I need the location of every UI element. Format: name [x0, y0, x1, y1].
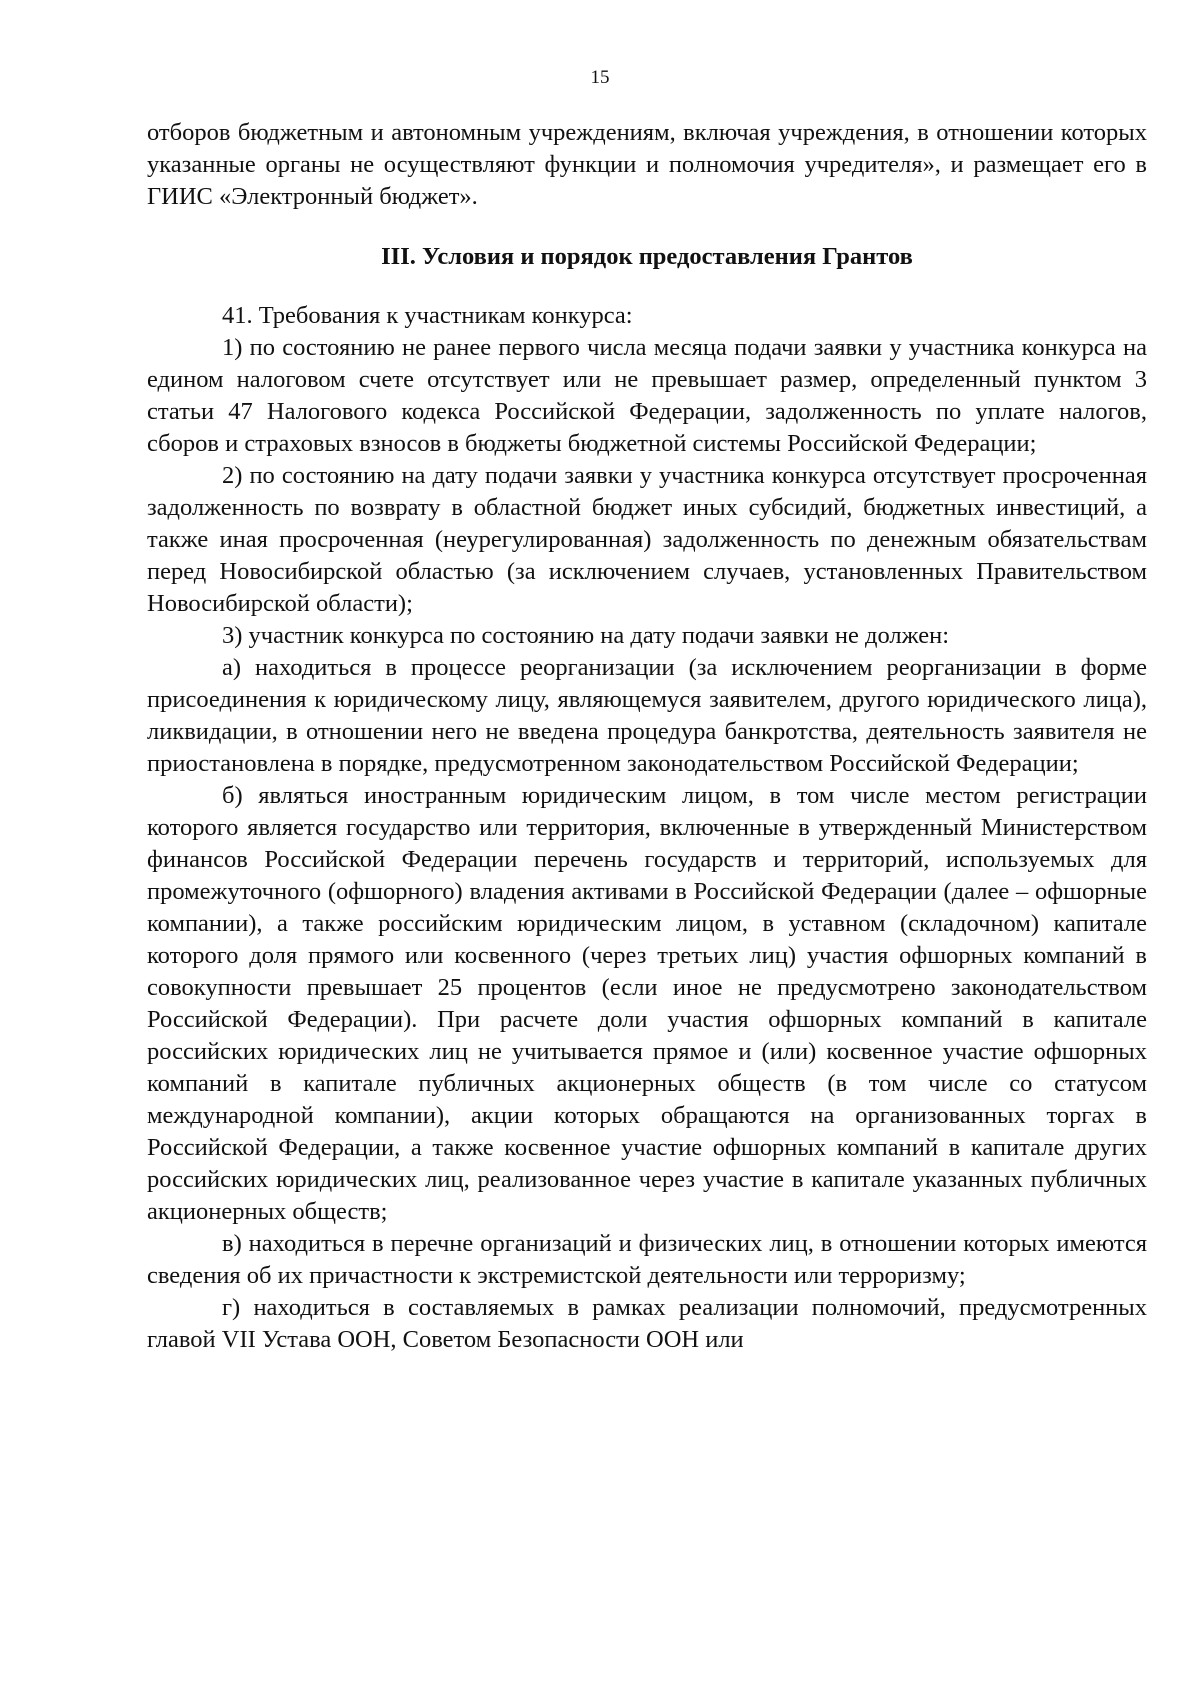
paragraph-41: 41. Требования к участникам конкурса:: [222, 302, 633, 329]
document-body: [147, 117, 1147, 1356]
lead-paragraph: отборов бюджетным и автономным учреждениям, включая учреждения, в отношении которых указанные органы не осуществляют функции и полномочия учредителя», и размещает его в ГИИС «Электронный бюджет».: [147, 119, 1147, 210]
paragraph-subitem-v: в) находиться в перечне организаций и физических лиц, в отношении которых имеются сведения об их причастности к экстремистской деятельности или терроризму;: [147, 1230, 1147, 1289]
paragraph-item-3: 3) участник конкурса по состоянию на дату подачи заявки не должен:: [222, 622, 950, 649]
paragraph-item-2: 2) по состоянию на дату подачи заявки у участника конкурса отсутствует просроченная задолженность по возврату в областной бюджет иных субсидий, бюджетных инвестиций, а также иная просроченная (неурегулированная) задолженность по денежным обязательствам перед Новосибирской областью (за исключением случаев, установленных Правительством Новосибирской области);: [147, 462, 1147, 617]
paragraph-subitem-g: г) находиться в составляемых в рамках реализации полномочий, предусмотренных главой VII Устава ООН, Советом Безопасности ООН или: [147, 1294, 1147, 1353]
paragraph-item-1: 1) по состоянию не ранее первого числа месяца подачи заявки у участника конкурса на едином налоговом счете отсутствует или не превышает размер, определенный пунктом 3 статьи 47 Налогового кодекса Российской Федерации, задолженность по уплате налогов, сборов и страховых взносов в бюджеты бюджетной системы Российской Федерации;: [147, 334, 1147, 457]
section-heading: III. Условия и порядок предоставления Грантов: [381, 243, 913, 270]
page-number: 15: [590, 67, 610, 88]
paragraph-subitem-b: б) являться иностранным юридическим лицом, в том числе местом регистрации которого является государство или территория, включенные в утвержденный Министерством финансов Российской Федерации перечень государств и территорий, используемых для промежуточного (офшорного) владения активами в Российской Федерации (далее – офшорные компании), а также российским юридическим лицом, в уставном (складочном) капитале которого доля прямого или косвенного (через третьих лиц) участия офшорных компаний в совокупности превышает 25 процентов (если иное не предусмотрено законодательством Российской Федерации). При расчете доли участия офшорных компаний в капитале российских юридических лиц не учитывается прямое и (или) косвенное участие офшорных компаний в капитале публичных акционерных обществ (в том числе со статусом международной компании), акции которых обращаются на организованных торгах в Российской Федерации, а также косвенное участие офшорных компаний в капитале других российских юридических лиц, реализованное через участие в капитале указанных публичных акционерных обществ;: [147, 782, 1147, 1225]
paragraph-subitem-a: а) находиться в процессе реорганизации (за исключением реорганизации в форме присоединения к юридическому лицу, являющемуся заявителем, другого юридического лица), ликвидации, в отношении него не введена процедура банкротства, деятельность заявителя не приостановлена в порядке, предусмотренном законодательством Российской Федерации;: [147, 654, 1147, 777]
